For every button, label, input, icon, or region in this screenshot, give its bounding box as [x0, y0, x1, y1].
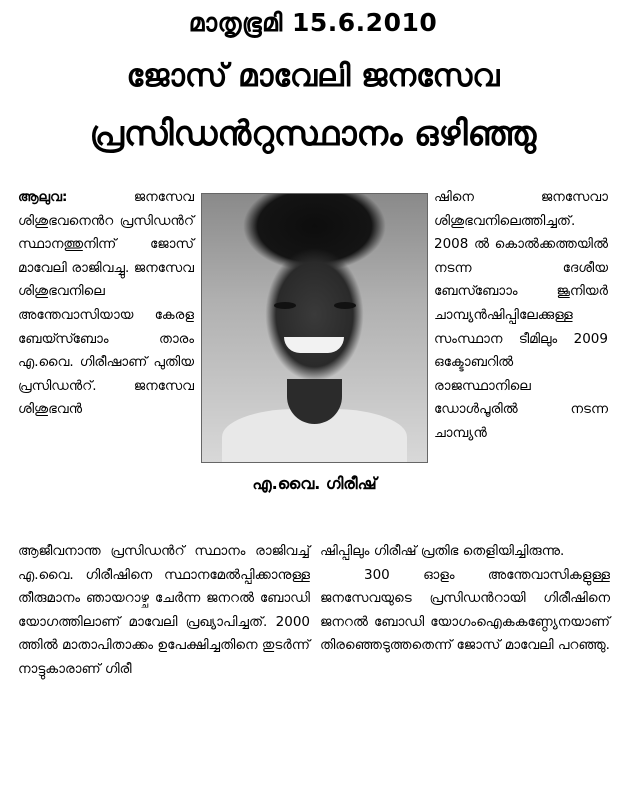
bottom-right-para-2: 300 ഓളം അന്തേവാസികളുള്ള ജനസേവയുടെ പ്രസിഡൻറായി ഗിരീഷിനെ ജനറൽ ബോഡി യോഗംഐകകണ്ഠ്യേനയാണ് തിരഞ്ഞെടുത്തതെന്ന് ജോസ് മാവേലി പറഞ്ഞു.	[320, 566, 610, 654]
photo-left-eye	[274, 302, 296, 309]
newspaper-masthead: മാതൃഭൂമി 15.6.2010	[188, 8, 438, 37]
column-right-text: ഷിനെ ജനസേവാ ശിശുഭവനിലെത്തിച്ചത്. 2008 ൽ കൊൽക്കത്തയിൽ നടന്ന ദേശീയ ബേസ്ബോാം ജൂനിയർ ചാമ്പ്യൻഷിപ്പിലേക്കുള്ള സംസ്ഥാന ടീമിലും 2009 ഒക്ടോബറിൽ രാജസ്ഥാനിലെ ഡോൾപൂരിൽ നടന്ന ചാമ്പ്യൻ	[434, 189, 608, 441]
portrait-photo	[201, 193, 428, 463]
article-column-left	[18, 186, 194, 422]
article-bottom-right	[320, 540, 610, 658]
bottom-left-text: ആജീവനാന്ത പ്രസിഡൻറ് സ്ഥാനം രാജിവച്ച് എ.വൈ. ഗിരീഷിനെ സ്ഥാനമേൽപ്പിക്കാനുള്ള തീരുമാനം ഞായറാഴ്ച ചേർന്ന ജനറൽ ബോഡി യോഗത്തിലാണ് മാവേലി പ്രഖ്യാപിച്ചത്. 2000 ത്തിൽ മാതാപിതാക്കം ഉപേക്ഷിച്ചതിനെ തുടർന്ന് നാട്ടുകാരാണ് ഗിരീ	[18, 543, 310, 677]
headline-line-1: ജോസ് മാവേലി ജനസേവ	[126, 58, 500, 94]
dateline: ആലുവ:	[18, 189, 68, 205]
photo-smile	[284, 337, 344, 353]
bottom-right-para-1: ഷിപ്പിലും ഗിരീഷ് പ്രതിഭ തെളിയിച്ചിരുന്നു.	[320, 543, 565, 559]
column-left-text: ജനസേവ ശിശുഭവനെൻറ പ്രസിഡൻറ് സ്ഥാനത്തുനിന്ന് ജോസ് മാവേലി രാജിവച്ചു. ജനസേവ ശിശുഭവനിലെ അന്തേവാസിയായ കേരള ബേയ്സ്ബോം താരം എ.വൈ. ഗിരീഷാണ് പുതിയ പ്രസിഡൻറ്. ജനസേവ ശിശുഭവൻ	[18, 189, 194, 418]
photo-caption: എ.വൈ. ഗിരീഷ്	[252, 474, 377, 493]
article-bottom-left	[18, 540, 310, 682]
article-column-right	[434, 186, 608, 446]
photo-right-eye	[334, 302, 356, 309]
headline-line-2: പ്രസിഡൻറുസ്ഥാനം ഒഴിഞ്ഞു	[89, 114, 537, 154]
